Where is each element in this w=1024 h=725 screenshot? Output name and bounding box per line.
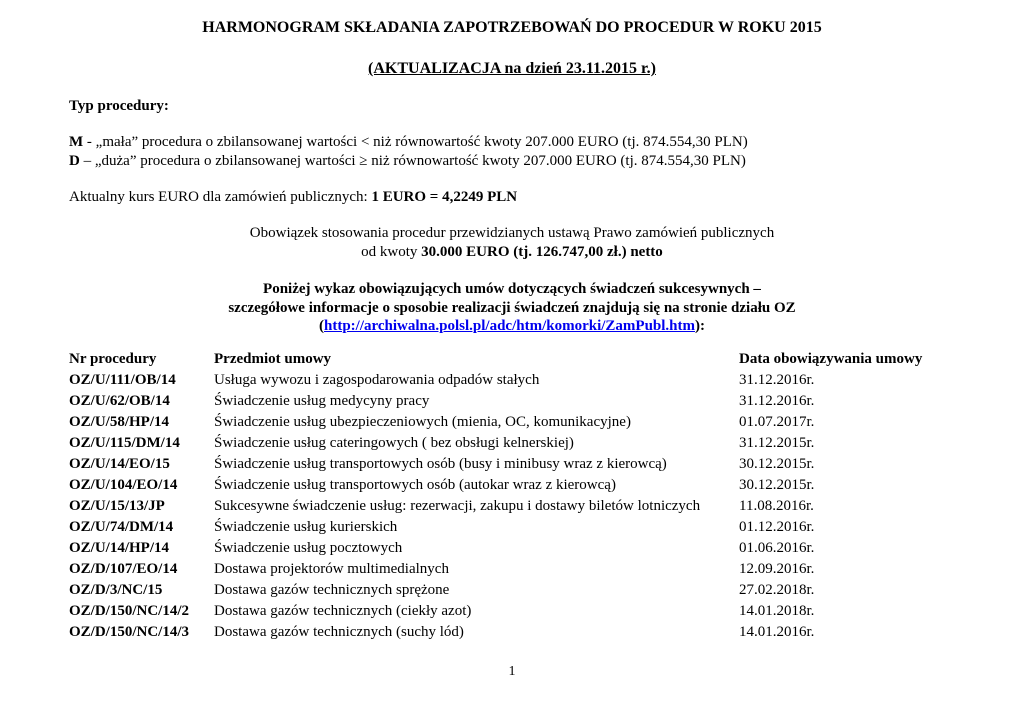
contract-subject: Świadczenie usług pocztowych (214, 540, 403, 556)
table-row (69, 392, 939, 413)
procedure-code-m: M (69, 134, 84, 150)
contract-subject: Usługa wywozu i zagospodarowania odpadów stałych (214, 372, 540, 388)
page-title: HARMONOGRAM SKŁADANIA ZAPOTRZEBOWAŃ DO PROCEDUR W ROKU 2015 (202, 19, 822, 36)
contracts-info-line-1: Poniżej wykaz obowiązujących umów dotyczących świadczeń sukcesywnych – (263, 281, 761, 297)
validity-date: 14.01.2016r. (739, 624, 815, 640)
header-procedure-number: Nr procedury (69, 351, 157, 367)
table-row (69, 413, 939, 434)
validity-date: 31.12.2015r. (739, 435, 815, 451)
table-row (69, 581, 939, 602)
validity-date: 01.12.2016r. (739, 519, 815, 535)
procedure-type-m (69, 133, 748, 151)
contracts-table (69, 350, 939, 644)
contract-subject: Świadczenie usług cateringowych ( bez obsługi kelnerskiej) (214, 435, 574, 451)
contract-subject: Sukcesywne świadczenie usług: rezerwacji, zakupu i dostawy biletów lotniczych (214, 498, 701, 514)
table-row (69, 455, 939, 476)
page-number: 1 (508, 664, 516, 679)
contract-subject: Dostawa projektorów multimedialnych (214, 561, 449, 577)
procedure-number: OZ/U/104/EO/14 (69, 477, 178, 493)
exchange-rate-label: Aktualny kurs EURO dla zamówień publicznych: (69, 189, 372, 205)
procedure-number: OZ/U/58/HP/14 (69, 414, 170, 430)
contract-subject: Świadczenie usług ubezpieczeniowych (mienia, OC, komunikacyjne) (214, 414, 631, 430)
procedure-number: OZ/D/150/NC/14/3 (69, 624, 190, 640)
obligation-line-2 (0, 243, 1024, 261)
table-row (69, 602, 939, 623)
procedure-types-heading: Typ procedury: (69, 98, 169, 114)
procedure-number: OZ/U/15/13/JP (69, 498, 165, 514)
contracts-info-line-3 (0, 317, 1024, 335)
procedure-number: OZ/D/3/NC/15 (69, 582, 163, 598)
obligation-threshold: 30.000 EURO (tj. 126.747,00 zł.) netto (421, 244, 663, 260)
procedure-number: OZ/D/107/EO/14 (69, 561, 178, 577)
link-open-paren: ( (318, 318, 324, 334)
table-row (69, 623, 939, 644)
validity-date: 30.12.2015r. (739, 456, 815, 472)
validity-date: 01.06.2016r. (739, 540, 815, 556)
validity-date: 01.07.2017r. (739, 414, 815, 430)
table-row (69, 476, 939, 497)
table-row (69, 560, 939, 581)
procedure-desc-d: – „duża” procedura o zbilansowanej wartości ≥ niż równowartość kwoty 207.000 EURO (tj. 874.554,30 PLN) (79, 153, 746, 169)
procedure-number: OZ/U/74/DM/14 (69, 519, 174, 535)
table-header-row (69, 350, 939, 371)
oz-department-link[interactable]: http://archiwalna.polsl.pl/adc/htm/komorki/ZamPubl.htm (323, 318, 696, 334)
procedure-number: OZ/U/14/HP/14 (69, 540, 170, 556)
table-row (69, 518, 939, 539)
table-row (69, 497, 939, 518)
header-validity-date: Data obowiązywania umowy (739, 351, 923, 367)
update-subtitle: (AKTUALIZACJA na dzień 23.11.2015 r.) (368, 60, 656, 77)
procedure-number: OZ/U/115/DM/14 (69, 435, 180, 451)
contracts-info-line-2: szczegółowe informacje o sposobie realizacji świadczeń znajdują się na stronie działu OZ (228, 300, 796, 316)
contract-subject: Świadczenie usług transportowych osób (autokar wraz z kierowcą) (214, 477, 616, 493)
procedure-desc-m: - „mała” procedura o zbilansowanej wartości < niż równowartość kwoty 207.000 EURO (tj. 874.554,30 PLN) (83, 134, 748, 150)
validity-date: 31.12.2016r. (739, 393, 815, 409)
table-row (69, 371, 939, 392)
validity-date: 11.08.2016r. (739, 498, 814, 514)
exchange-rate-value: 1 EURO = 4,2249 PLN (371, 189, 518, 205)
procedure-code-d: D (69, 153, 80, 169)
procedure-type-d (69, 152, 746, 170)
contract-subject: Świadczenie usług transportowych osób (busy i minibusy wraz z kierowcą) (214, 456, 667, 472)
procedure-number: OZ/U/62/OB/14 (69, 393, 170, 409)
procedure-number: OZ/U/14/EO/15 (69, 456, 170, 472)
table-row (69, 539, 939, 560)
procedure-number: OZ/U/111/OB/14 (69, 372, 176, 388)
validity-date: 12.09.2016r. (739, 561, 815, 577)
link-close-text: ): (695, 318, 706, 334)
obligation-line-1: Obowiązek stosowania procedur przewidzianych ustawą Prawo zamówień publicznych (249, 225, 775, 241)
contract-subject: Świadczenie usług medycyny pracy (214, 393, 430, 409)
procedure-number: OZ/D/150/NC/14/2 (69, 603, 190, 619)
validity-date: 27.02.2018r. (739, 582, 815, 598)
table-row (69, 434, 939, 455)
obligation-prefix: od kwoty (361, 244, 422, 260)
header-contract-subject: Przedmiot umowy (214, 351, 332, 367)
contract-subject: Świadczenie usług kurierskich (214, 519, 398, 535)
exchange-rate-line (69, 188, 517, 206)
validity-date: 31.12.2016r. (739, 372, 815, 388)
contract-subject: Dostawa gazów technicznych sprężone (214, 582, 450, 598)
validity-date: 14.01.2018r. (739, 603, 815, 619)
validity-date: 30.12.2015r. (739, 477, 815, 493)
contract-subject: Dostawa gazów technicznych (suchy lód) (214, 624, 464, 640)
contract-subject: Dostawa gazów technicznych (ciekły azot) (214, 603, 472, 619)
